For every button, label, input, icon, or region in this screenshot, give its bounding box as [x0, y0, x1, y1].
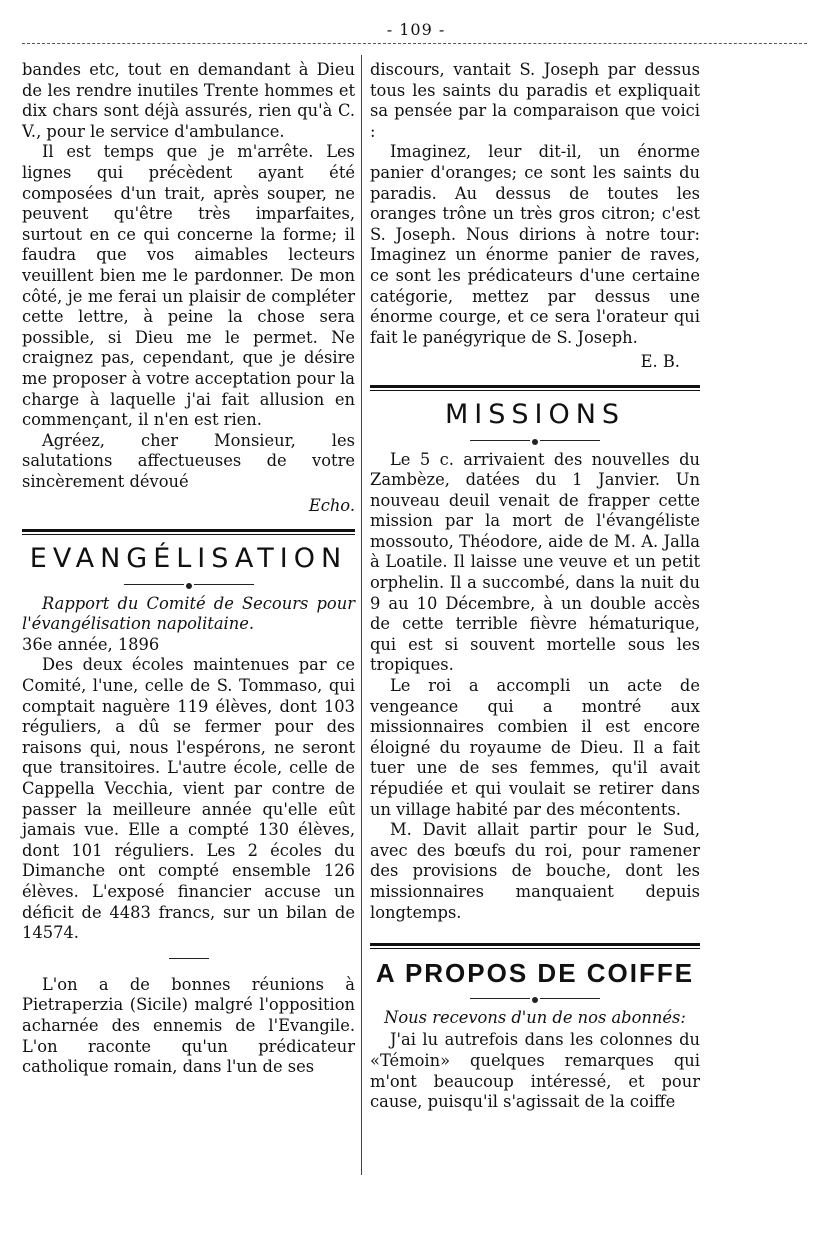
paragraph: bandes etc, tout en demandant à Dieu de les rendre inutiles Trente hommes et dix chars sont déjà assurés, rien qu'à C. V., pour le service d'ambulance.	[22, 60, 355, 141]
paragraph: J'ai lu autrefois dans les colonnes du «Témoin» quelques remarques qui m'ont beaucoup intéressé, et pour cause, puisqu'il s'agissait de la coiffe	[370, 1030, 700, 1112]
paragraph: discours, vantait S. Joseph par dessus tous les saints du paradis et expliquait sa pensée par la comparaison que voici :	[370, 60, 700, 141]
section-title-coiffe: A PROPOS DE COIFFE	[375, 958, 695, 989]
paragraph: Des deux écoles maintenues par ce Comité, l'une, celle de S. Tommaso, qui comptait naguère 119 élèves, dont 103 réguliers, a dû se fermer pour des raisons qui, nous l'espérons, ne seront que transitoires. L'autre école, celle de Cappella Vecchia, vient par contre de passer la meilleure année qu'elle eût jamais vue. Elle a compté 130 élèves, dont 101 réguliers. Les 2 écoles du Dimanche ont compté ensemble 126 élèves. L'exposé financier accuse un déficit de 4483 francs, sur un bilan de 14574.	[22, 655, 355, 943]
paragraph: Imaginez, leur dit-il, un énorme panier d'oranges; ce sont les saints du paradis. Au dessus de toutes les oranges trône un très gros citron; c'est S. Joseph. Nous dirions à notre tour: Imaginez un énorme panier de raves, ce sont les prédicateurs d'une certaine catégorie, mettez par dessus une énorme courge, et ce sera l'orateur qui fait le panégyrique de S. Joseph.	[370, 142, 700, 347]
signature: Echo.	[308, 496, 355, 516]
paragraph: Le roi a accompli un acte de vengeance qui a montré aux missionnaires combien il est encore éloigné du royaume de Dieu. Il a fait tuer une de ses femmes, qu'il avait répudiée et qui voulait se retirer dans un village habité par des mécontents.	[370, 676, 700, 819]
column-divider	[361, 55, 362, 1175]
paragraph: Il est temps que je m'arrête. Les lignes qui précèdent ayant été composées d'un trait, après souper, ne peuvent qu'être très imparfaites, surtout en ce qui concerne la forme; il faudra que vos aimables lecteurs veuillent bien me le pardonner. De mon côté, je me ferai un plaisir de compléter cette lettre, à peine la chose sera possible, si Dieu me le permet. Ne craignez pas, cependant, que je désire me proposer à votre acceptation pour la charge à laquelle j'ai fait allusion en commençant, il n'en est rien.	[22, 142, 355, 430]
section-title-evangelisation: EVANGÉLISATION	[29, 543, 348, 575]
section-title-missions: MISSIONS	[444, 398, 626, 430]
paragraph: Agréez, cher Monsieur, les salutations affectueuses de votre sincèrement dévoué	[22, 430, 355, 491]
page-number: - 109 -	[386, 20, 446, 39]
section-rule	[370, 943, 700, 949]
paragraph: M. Davit allait partir pour le Sud, avec des bœufs du roi, pour ramener des provisions de bouche, dont les missionnaires manquaient depuis longtemps.	[370, 820, 700, 922]
signature: E. B.	[640, 352, 680, 372]
right-column	[370, 60, 700, 1113]
ornament	[370, 430, 700, 440]
separator	[169, 958, 209, 959]
paragraph: Le 5 c. arrivaient des nouvelles du Zambèze, datées du 1 Janvier. Un nouveau deuil venait de frapper cette mission par la mort de l'évangéliste mossouto, Théodore, aide de M. A. Jalla à Loatile. Il laisse une veuve et un petit orphelin. Il a succombé, dans la nuit du 9 au 10 Décembre, à un double accès de cette terrible fièvre hématurique, qui est si souvent mortelle sous les tropiques.	[370, 449, 700, 675]
section-rule	[370, 385, 700, 391]
sub-heading: Nous recevons d'un de nos abonnés:	[384, 1007, 686, 1027]
ornament	[370, 988, 700, 998]
ornament	[22, 574, 355, 584]
header-rule	[22, 43, 807, 44]
paragraph: L'on a de bonnes réunions à Pietraperzia (Sicile) malgré l'opposition acharnée des ennemis de l'Evangile. L'on raconte qu'un prédicateur catholique romain, dans l'un de ses	[22, 974, 355, 1077]
report-year: 36e année, 1896	[22, 634, 160, 654]
left-column	[22, 60, 355, 1078]
report-heading: Rapport du Comité de Secours pour l'évangélisation napolitaine.	[22, 593, 355, 634]
section-rule	[22, 529, 355, 535]
